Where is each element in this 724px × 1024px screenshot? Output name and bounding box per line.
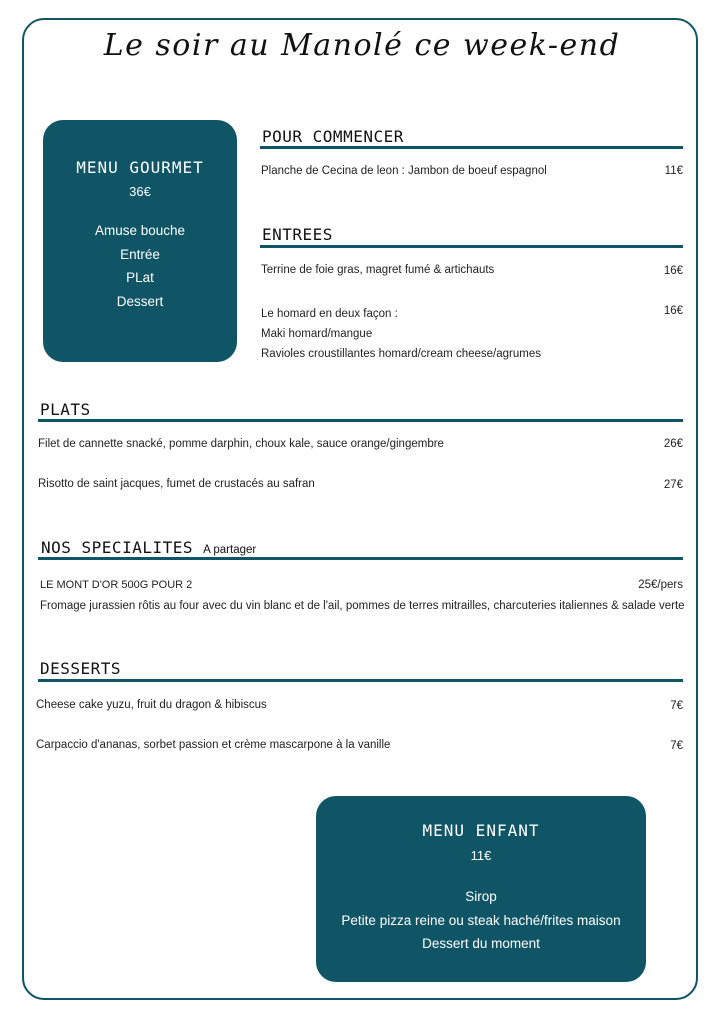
- menu-item-price: 25€/pers: [638, 579, 683, 591]
- menu-item-line: Ravioles croustillantes homard/cream cheese/agrumes: [261, 348, 541, 360]
- menu-enfant-item: Sirop: [465, 889, 497, 904]
- section-title-entrees: ENTREES: [262, 225, 333, 244]
- specialites-title: NOS SPECIALITES: [41, 538, 193, 557]
- page-title: Le soir au Manolé ce week-end: [103, 28, 621, 63]
- menu-item-name: Le homard en deux façon :: [261, 308, 398, 320]
- section-rule: [38, 557, 683, 560]
- menu-item-price: 11€: [664, 165, 683, 177]
- menu-item: [261, 304, 541, 364]
- menu-gourmet-item: Amuse bouche: [94, 223, 186, 238]
- menu-gourmet-item: PLat: [126, 270, 154, 285]
- menu-enfant-item: Dessert du moment: [422, 936, 540, 951]
- menu-item-price: 26€: [663, 438, 683, 450]
- menu-gourmet-price: 36€: [129, 184, 151, 199]
- menu-gourmet-box: [43, 120, 237, 362]
- menu-item-price: 27€: [663, 479, 683, 491]
- menu-item: Filet de cannette snacké, pomme darphin, choux kale, sauce orange/gingembre: [38, 438, 444, 450]
- menu-item-price: 16€: [663, 265, 683, 277]
- menu-item: Terrine de foie gras, magret fumé & artichauts: [261, 264, 495, 276]
- menu-gourmet-title: MENU GOURMET: [76, 158, 204, 177]
- section-title-pour-commencer: POUR COMMENCER: [262, 127, 404, 146]
- menu-item-line: Maki homard/mangue: [261, 328, 373, 340]
- menu-item: Planche de Cecina de leon : Jambon de boeuf espagnol: [261, 165, 547, 177]
- menu-enfant-box: [316, 796, 646, 982]
- menu-item: LE MONT D'OR 500G POUR 2: [40, 579, 193, 591]
- section-title-plats: PLATS: [40, 400, 91, 419]
- section-rule: [38, 419, 683, 422]
- menu-enfant-price: 11€: [470, 848, 492, 863]
- menu-item: Cheese cake yuzu, fruit du dragon & hibiscus: [36, 699, 267, 711]
- section-title-desserts: DESSERTS: [40, 659, 122, 678]
- menu-enfant-title: MENU ENFANT: [422, 821, 540, 840]
- menu-item-description: Fromage jurassien rôtis au four avec du vin blanc et de l'ail, pommes de terres mitrailles, charcuteries italiennes & salade verte: [40, 600, 685, 612]
- menu-item-price: 16€: [663, 305, 683, 317]
- menu-item-price: 7€: [670, 740, 683, 752]
- section-rule: [260, 245, 683, 248]
- menu-item: Carpaccio d'ananas, sorbet passion et crème mascarpone à la vanille: [36, 739, 391, 751]
- menu-gourmet-item: Dessert: [116, 293, 164, 309]
- menu-gourmet-item: Entrée: [120, 246, 160, 262]
- menu-item-price: 7€: [670, 700, 683, 712]
- section-rule: [260, 146, 683, 149]
- menu-item: Risotto de saint jacques, fumet de crustacés au safran: [38, 478, 315, 490]
- section-title-specialites: [41, 538, 256, 557]
- specialites-subtitle: A partager: [203, 544, 257, 556]
- menu-enfant-item: Petite pizza reine ou steak haché/frites maison: [341, 912, 621, 928]
- section-rule: [38, 679, 683, 682]
